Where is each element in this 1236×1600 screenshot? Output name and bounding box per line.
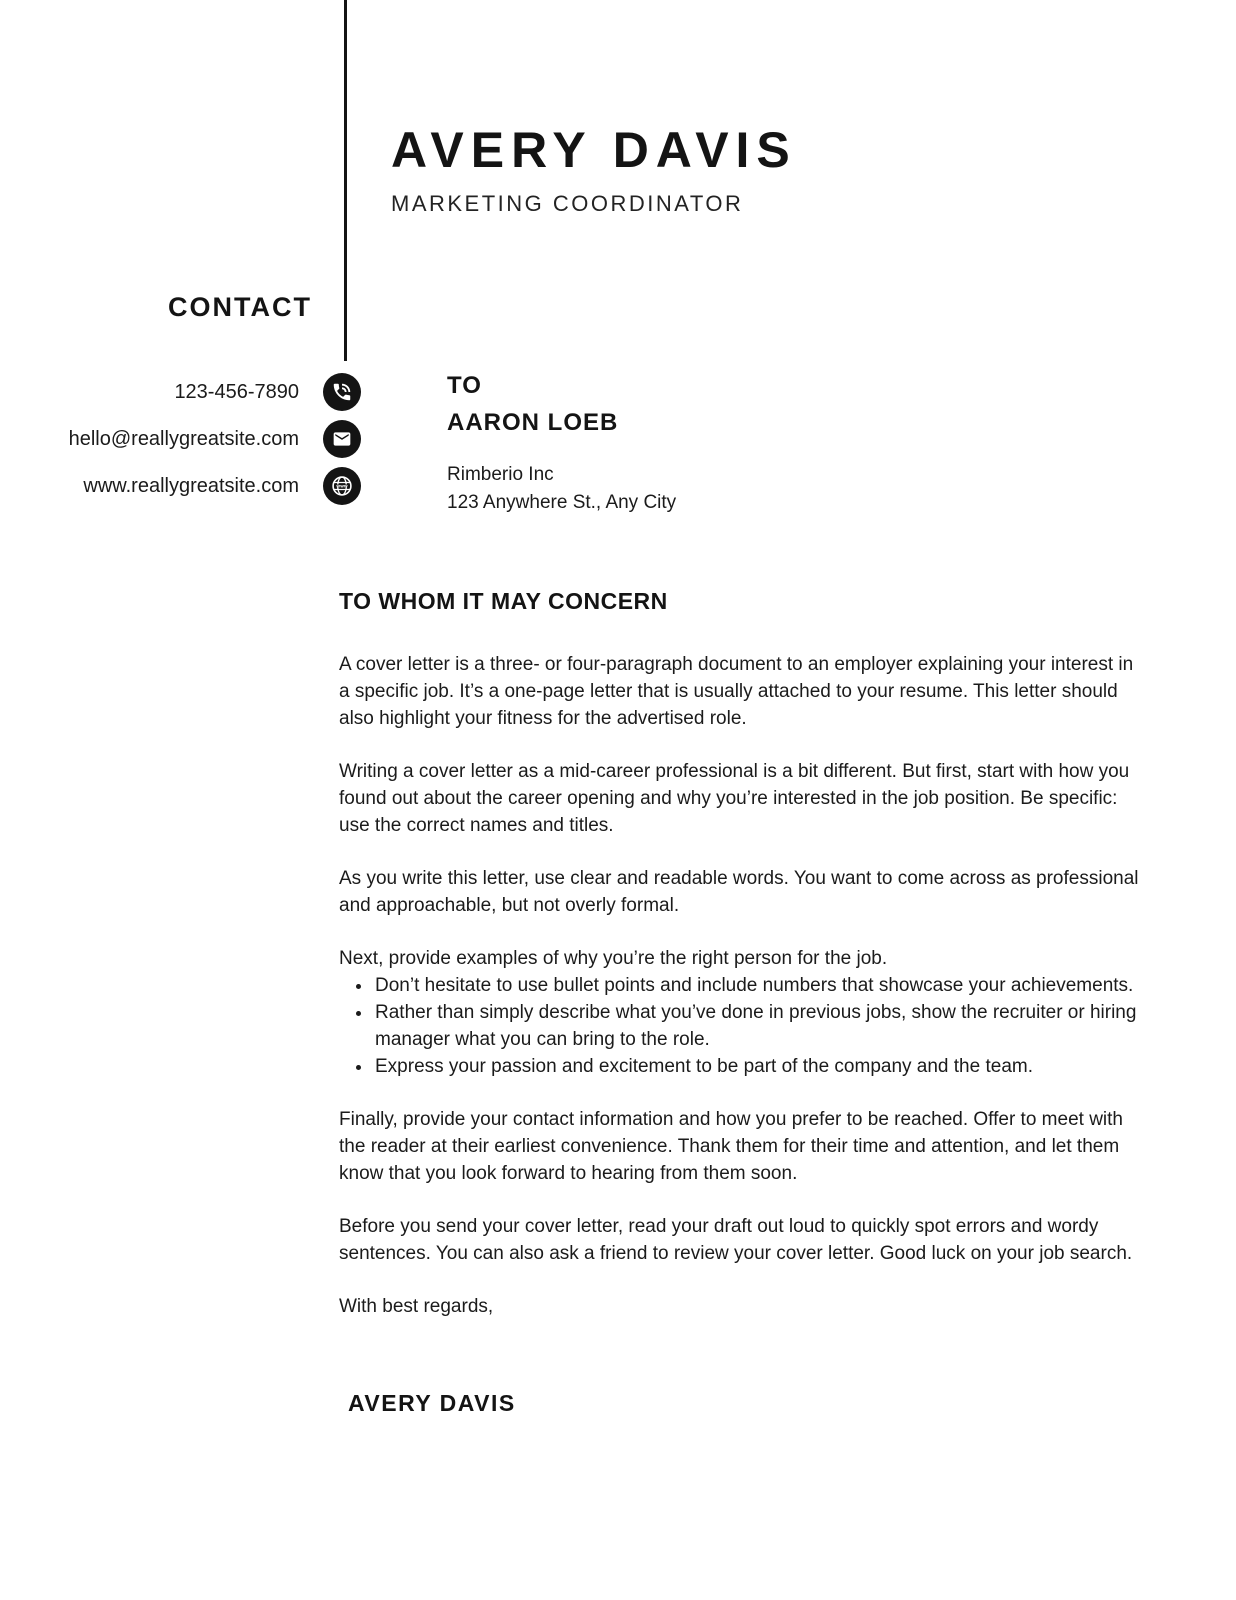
contact-section-heading: CONTACT xyxy=(168,292,312,322)
header xyxy=(391,121,797,217)
signature-name: AVERY DAVIS xyxy=(348,1390,516,1416)
recipient-label: TO xyxy=(447,372,482,399)
recipient-name: AARON LOEB xyxy=(447,409,619,436)
contact-list xyxy=(0,373,361,514)
salutation: TO WHOM IT MAY CONCERN xyxy=(339,588,668,614)
paragraph: Finally, provide your contact information and how you prefer to be reached. Offer to meet with the reader at their earliest convenience. Thank them for their time and attention, and let them know that you look forward to hearing from them soon. xyxy=(339,1109,1123,1184)
letter-body xyxy=(339,588,1149,1417)
paragraph: As you write this letter, use clear and readable words. You want to come across as professional and approachable, but not overly formal. xyxy=(339,868,1139,916)
bullet-list xyxy=(339,972,1149,1080)
globe-icon xyxy=(323,467,361,505)
page-title: AVERY DAVIS xyxy=(391,122,797,178)
paragraph: Writing a cover letter as a mid-career professional is a bit different. But first, start with how you found out about the career opening and why you’re interested in the job position. Be specific: use the correct names and titles. xyxy=(339,761,1130,836)
list-item: • Don’t hesitate to use bullet points and include numbers that showcase your achievements. xyxy=(373,972,1149,999)
contact-row-website xyxy=(0,467,361,505)
contact-row-phone xyxy=(0,373,361,411)
vertical-divider xyxy=(344,0,347,361)
recipient-company: Rimberio Inc xyxy=(447,464,554,485)
paragraph: A cover letter is a three- or four-paragraph document to an employer explaining your interest in a specific job. It’s a one-page letter that is usually attached to your resume. This letter should also highlight your fitness for the advertised role. xyxy=(339,654,1134,729)
recipient-address: 123 Anywhere St., Any City xyxy=(447,492,677,513)
signoff: With best regards, xyxy=(339,1296,494,1317)
email-icon xyxy=(323,420,361,458)
list-item: • Rather than simply describe what you’ve done in previous jobs, show the recruiter or hiring manager what you can bring to the role. xyxy=(373,999,1149,1053)
paragraph: Before you send your cover letter, read your draft out loud to quickly spot errors and wordy sentences. You can also ask a friend to review your cover letter. Good luck on your job search. xyxy=(339,1216,1133,1264)
bullet-intro: Next, provide examples of why you’re the right person for the job. xyxy=(339,948,888,969)
job-title-subtitle: MARKETING COORDINATOR xyxy=(391,191,744,216)
list-item: • Express your passion and excitement to be part of the company and the team. xyxy=(373,1053,1149,1080)
phone-number: 123-456-7890 xyxy=(174,380,299,403)
contact-row-email xyxy=(0,420,361,458)
phone-icon xyxy=(323,373,361,411)
website-url: www.reallygreatsite.com xyxy=(83,474,299,497)
email-address: hello@reallygreatsite.com xyxy=(68,427,299,450)
svg-text:www: www xyxy=(336,483,348,489)
recipient-block xyxy=(447,372,676,517)
